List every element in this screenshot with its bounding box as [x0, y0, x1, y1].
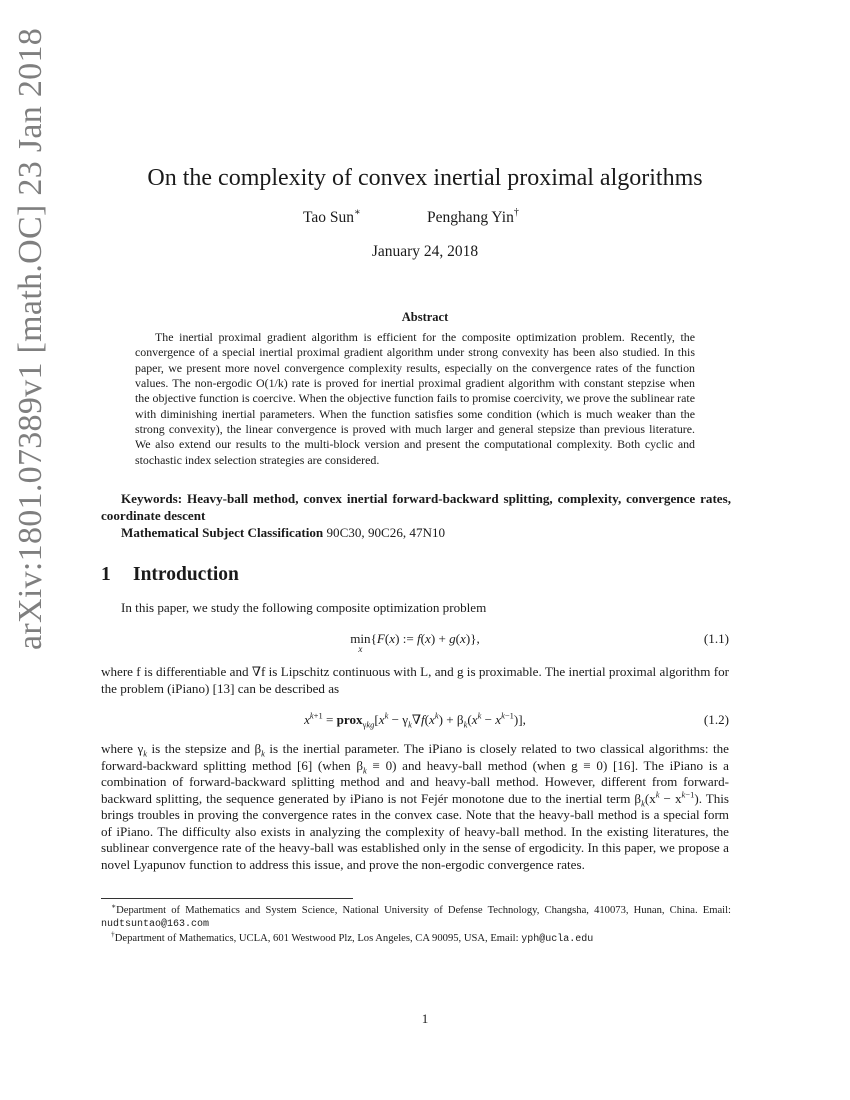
footnote-2-email: yph@ucla.edu	[521, 934, 594, 945]
footnote-1	[101, 901, 731, 932]
keywords-label: Keywords:	[121, 491, 183, 506]
equation-1-1	[101, 631, 729, 657]
footnote-2-text: Department of Mathematics, UCLA, 601 Westwood Plz, Los Angeles, CA 90095, USA, Email:	[114, 933, 522, 944]
footnote-2	[101, 929, 731, 946]
footnote-1-mark: ∗	[111, 901, 117, 911]
msc-codes: 90C30, 90C26, 47N10	[326, 525, 446, 540]
equation-1-1-body: min x {F(x) := f(x) + g(x)},	[350, 631, 480, 654]
msc-label: Mathematical Subject Classification	[121, 525, 324, 540]
section-heading	[101, 564, 239, 586]
p3-seg-b: is the stepsize and β	[147, 741, 262, 756]
footnote-rule	[101, 898, 353, 899]
equation-1-2-body: $x^{k+1}$ = $prox_{\gamma kg}[x^k - \gamma_k\nabla f(x^k) + \beta_k(x^k - x^{k-1})]$,	[304, 710, 526, 730]
equation-1-1-number: (1.1)	[703, 631, 729, 646]
intro-paragraph-3: where $\gamma_k$ is the stepsize and $\beta_k$ is the inertial parameter. The iPiano is closely related to two classical algorithms: the forward-backward splitting method [6] (when $\beta_k \equiv 0$) and heavy-ball method (when g ≡ 0) [16]. The iPiano is a combination of forward-backward splitting method and and heavy-ball method. However, different from forward-backward splitting, the sequence generated by iPiano is not Fejér monotone due to the inertial term $\beta_k(x^k - x^{k-1})$. This brings troubles in proving the convergence rates in the convex case. Note that the heavy-ball method is a special form of iPiano. The difficulty also exists in analyzing the complexity of heavy-ball method. In the existing literatures, the sublinear convergence rate of the heavy-ball was established only in the sense of ergodicity. In this paper, we propose a novel Lyapunov function to address this issue, and prove the non-ergodic convergence rates.	[101, 741, 730, 872]
author-1-name: Tao Sun	[303, 209, 355, 226]
p3-seg-g: ). This brings troubles in proving the convergence rates in the convex case. Note that the heavy-ball method is a special form of iPiano. The difficulty also exists in analyzing the complexity of heavy-ball method. In the existing literatures, the sublinear convergence rate of the heavy-ball was established only in the sense of ergodicity. In this paper, we propose a novel Lyapunov function to address this issue, and prove the non-ergodic convergence rates.	[101, 790, 730, 872]
arxiv-id: arXiv:1801.07389v1 [math.OC] 23 Jan 2018	[12, 27, 49, 650]
p3-seg-e: (x	[644, 790, 656, 806]
section-title: Introduction	[133, 564, 239, 585]
footnote-1-email: nudtsuntao@163.com	[101, 919, 210, 931]
equation-1-2	[101, 712, 729, 738]
author-1-mark: ∗	[354, 206, 361, 218]
abstract-heading: Abstract	[401, 310, 449, 324]
equation-1-2-number: (1.2)	[703, 712, 729, 727]
author-2-name: Penghang Yin	[427, 209, 514, 226]
keywords-text: Heavy-ball method, convex inertial forward-backward splitting, complexity, convergence rates, coordinate descent	[101, 491, 731, 523]
author-list	[0, 206, 850, 231]
p3-seg-f: − x	[659, 790, 682, 806]
footnote-1-text: Department of Mathematics and System Science, National University of Defense Technology, Changsha, 410073, Hunan, China. Email:	[116, 905, 731, 916]
intro-paragraph-2: where f is differentiable and ∇f is Lipschitz continuous with L, and g is proximable. The inertial proximal algorithm for the problem (iPiano) [13] can be described as	[101, 664, 729, 696]
abstract-text: The inertial proximal gradient algorithm is efficient for the composite optimization problem. Recently, the convergence of a special inertial proximal gradient algorithm under strong convexity has been also studied. In this paper, we present more novel convergence complexity results, especially on the convergence rates of the function values. The non-ergodic O(1/k) rate is proved for inertial proximal gradient algorithm with constant stepzise when the objective function is coercive. When the objective function fails to promise coercivity, we prove the sublinear rate with diminishing inertial parameters. When the function satisfies some condition (which is much weaker than the strong convexity), the linear convergence is proved with much larger and general stepsize than previous literature. We also extend our results to the multi-block version and present the computational complexity. Both cyclic and stochastic index selection strategies are considered.	[135, 330, 695, 467]
p3-seg-d: ≡ 0) and heavy-ball method (when g ≡ 0) [16]. The iPiano is a combination of forward-backward splitting method and and heavy-ball method. However, different from forward-backward splitting, the sequence generated by iPiano is not Fejér monotone due to the inertial term β	[101, 757, 729, 806]
footnote-2-mark: †	[111, 929, 115, 939]
paper-title: On the complexity of convex inertial proximal algorithms	[147, 165, 703, 191]
subject-classification	[121, 525, 445, 541]
p3-seg-a: where γ	[101, 741, 144, 756]
paper-date: January 24, 2018	[371, 243, 479, 260]
p3-seg-c: is the inertial parameter. The iPiano is closely related to two classical algorithms: the forward-backward splitting method [6] (when β	[101, 741, 729, 773]
author-2	[427, 206, 519, 227]
page-number: 1	[421, 1011, 429, 1026]
author-1	[303, 206, 361, 227]
intro-paragraph-1: In this paper, we study the following composite optimization problem	[121, 600, 487, 615]
author-2-mark: †	[513, 206, 519, 218]
section-number: 1	[101, 564, 111, 585]
keywords	[101, 491, 731, 524]
